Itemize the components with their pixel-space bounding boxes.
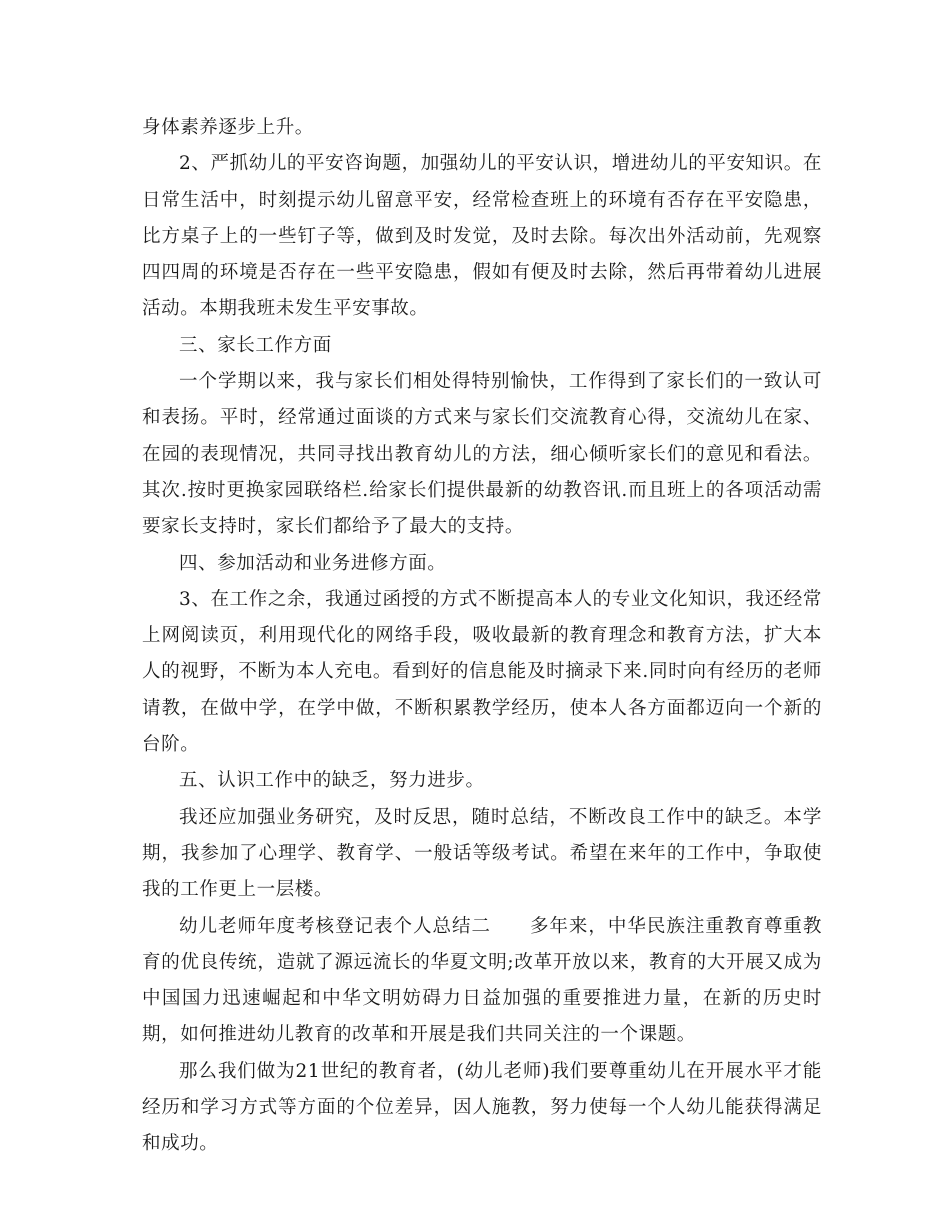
section-heading-4: 四、参加活动和业务进修方面。 <box>179 552 447 574</box>
document-body <box>142 110 822 1163</box>
paragraph-1: 身体素养逐步上升。 <box>142 117 314 138</box>
section-heading-3: 三、家长工作方面 <box>179 334 332 356</box>
paragraph-2: 2、严抓幼儿的平安咨询题，加强幼儿的平安认识，增进幼儿的平安知识。在日常生活中，时刻提示幼儿留意平安，经常检查班上的环境有否存在平安隐患，比方桌子上的一些钉子等，做到及时发觉，及时去除。每次出外活动前，先观察四四周的环境是否存在一些平安隐患，假如有便及时去除，然后再带着幼儿进展活动。本期我班未发生平安事故。 <box>142 153 822 320</box>
paragraph-8: 我还应加强业务研究，及时反思，随时总结，不断改良工作中的缺乏。本学期，我参加了心理学、教育学、一般话等级考试。希望在来年的工作中，争取使我的工作更上一层楼。 <box>142 806 822 901</box>
paragraph-10: 那么我们做为21世纪的教育者，(幼儿老师)我们要尊重幼儿在开展水平才能经历和学习方式等方面的个位差异，因人施教，努力使每一个人幼儿能获得满足和成功。 <box>142 1060 822 1155</box>
paragraph-4: 一个学期以来，我与家长们相处得特别愉快，工作得到了家长们的一致认可和表扬。平时，经常通过面谈的方式来与家长们交流教育心得，交流幼儿在家、在园的表现情况，共同寻找出教育幼儿的方法，细心倾听家长们的意见和看法。其次.按时更换家园联络栏.给家长们提供最新的幼教咨讯.而且班上的各项活动需要家长支持时，家长们都给予了最大的支持。 <box>142 371 822 538</box>
paragraph-6: 3、在工作之余，我通过函授的方式不断提高本人的专业文化知识，我还经常上网阅读页，利用现代化的网络手段，吸收最新的教育理念和教育方法，扩大本人的视野，不断为本人充电。看到好的信息能及时摘录下来.同时向有经历的老师请教，在做中学，在学中做，不断积累教学经历，使本人各方面都迈向一个新的台阶。 <box>142 588 822 756</box>
section-heading-5: 五、认识工作中的缺乏，努力进步。 <box>179 770 485 792</box>
paragraph-9: 幼儿老师年度考核登记表个人总结二 多年来，中华民族注重教育尊重教育的优良传统，造就了源远流长的华夏文明;改革开放以来，教育的大开展又成为中国国力迅速崛起和中华文明妨碍力日益加强的重要推进力量，在新的历史时期，如何推进幼儿教育的改革和开展是我们共同关注的一个课题。 <box>142 915 822 1046</box>
